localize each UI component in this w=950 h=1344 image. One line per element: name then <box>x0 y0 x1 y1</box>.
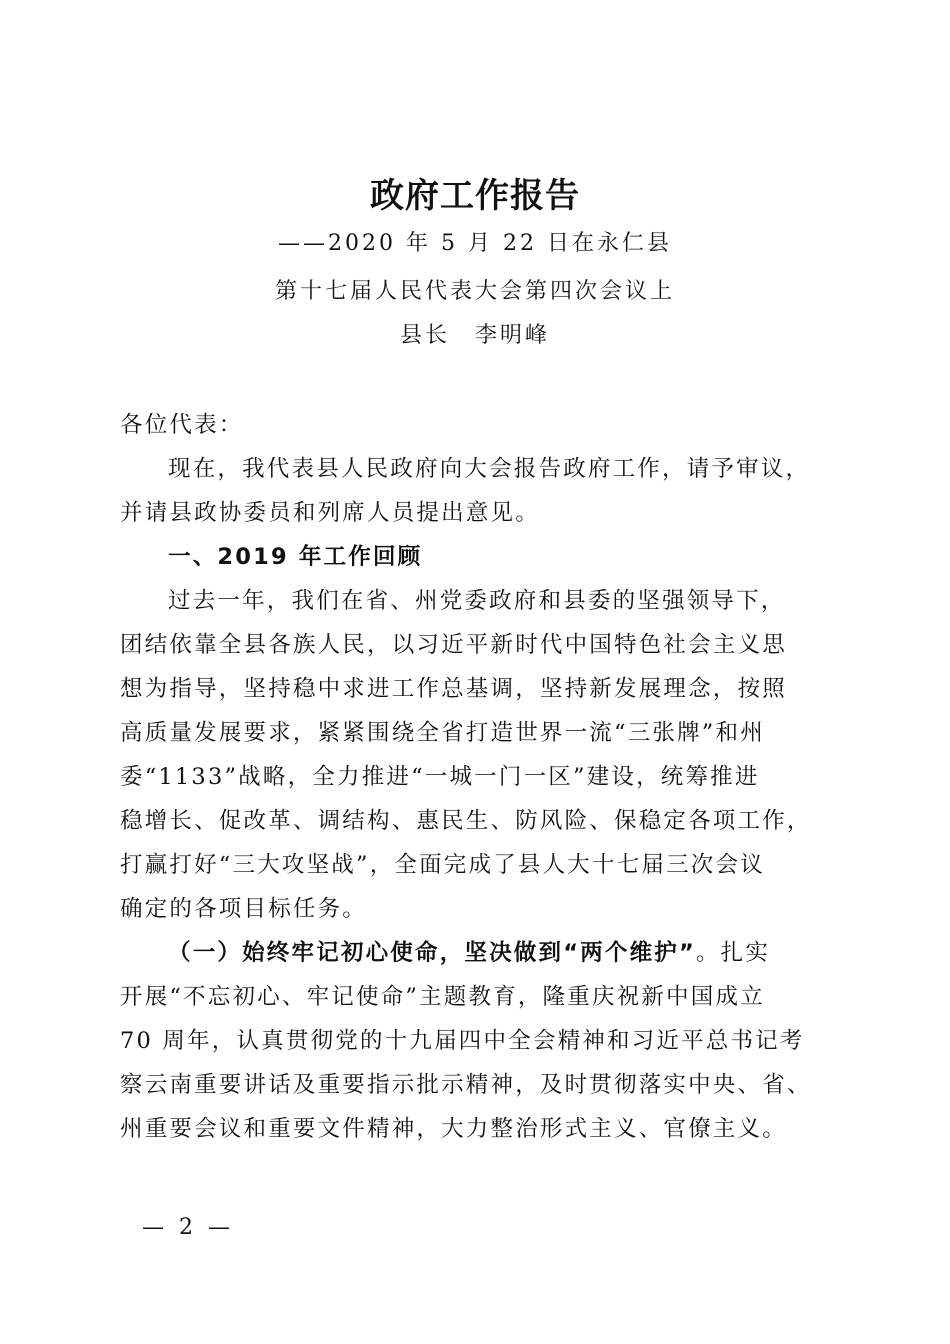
subsection-line: 开展“不忘初心、牢记使命”主题教育，隆重庆祝新中国成立 <box>120 984 765 1010</box>
subsection-line: 察云南重要讲话及重要指示批示精神，及时贯彻落实中央、省、 <box>120 1072 812 1098</box>
review-line: 打赢打好“三大攻坚战”，全面完成了县人大十七届三次会议 <box>120 852 765 878</box>
subsection-first-line <box>168 938 820 968</box>
section-heading: 一、2019 年工作回顾 <box>168 544 423 570</box>
salutation: 各位代表： <box>120 412 244 438</box>
page-number: — 2 — <box>142 1215 234 1240</box>
subtitle-author-line: 县长 李明峰 <box>399 323 550 348</box>
review-line: 委“1133”战略，全力推进“一城一门一区”建设，统筹推进 <box>120 764 760 790</box>
document-title: 政府工作报告 <box>370 176 580 216</box>
subsection-heading-tail: 。扎实 <box>695 940 771 966</box>
review-line: 稳增长、促改革、调结构、惠民生、防风险、保稳定各项工作， <box>120 808 812 834</box>
review-line: 想为指导，坚持稳中求进工作总基调，坚持新发展理念，按照 <box>120 676 787 702</box>
intro-line: 现在，我代表县人民政府向大会报告政府工作，请予审议， <box>168 456 811 482</box>
review-line: 过去一年，我们在省、州党委政府和县委的坚强领导下， <box>168 588 786 614</box>
subsection-line: 70 周年，认真贯彻党的十九届四中全会精神和习近平总书记考 <box>120 1028 805 1054</box>
subsection-heading: （一）始终牢记初心使命，坚决做到“两个维护” <box>168 940 696 966</box>
review-line: 团结依靠全县各族人民，以习近平新时代中国特色社会主义思 <box>120 632 787 658</box>
subtitle-meeting-line: 第十七届人民代表大会第四次会议上 <box>274 279 675 304</box>
subsection-line: 州重要会议和重要文件精神，大力整治形式主义、官僚主义。 <box>120 1116 787 1142</box>
subtitle-date-line: ——2020 年 5 月 22 日在永仁县 <box>278 231 672 256</box>
intro-line: 并请县政协委员和列席人员提出意见。 <box>120 500 540 526</box>
review-line: 确定的各项目标任务。 <box>120 896 368 922</box>
review-line: 高质量发展要求，紧紧围绕全省打造世界一流“三张牌”和州 <box>120 720 765 746</box>
